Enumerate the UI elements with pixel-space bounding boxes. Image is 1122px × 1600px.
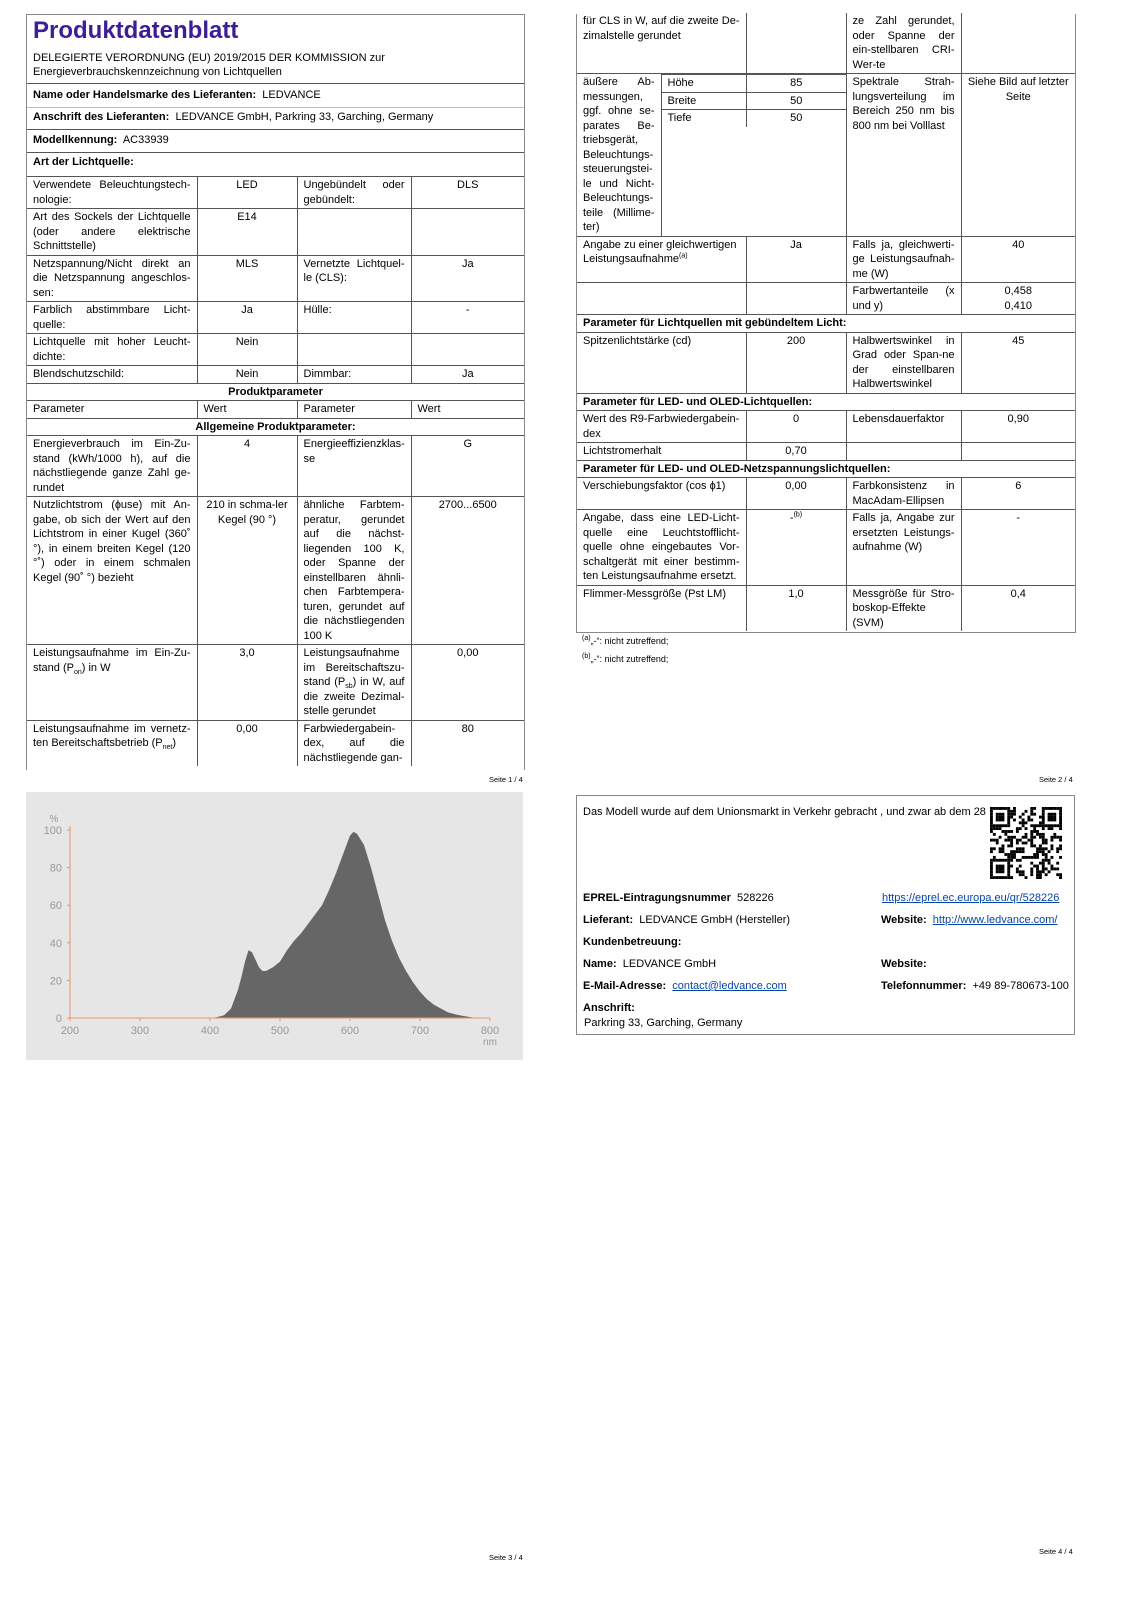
table-row: für CLS in W, auf die zweite De-zimalstelle gerundet ze Zahl gerundet, oder Spanne der ein-stellbaren CRI-Wer-te xyxy=(577,13,1075,74)
table-row: Parameter für LED- und OLED-Netzspannungslichtquellen: xyxy=(577,460,1075,478)
table-row: Lichtquelle mit hoher Leucht-dichte: Nein xyxy=(27,334,524,366)
x-tick-label: 600 xyxy=(340,1025,360,1037)
table-row: Tiefe 50 xyxy=(662,110,846,127)
model-line: Modellkennung: AC33939 xyxy=(33,134,169,146)
table-row: Farblich abstimmbare Licht-quelle: Ja Hülle: - xyxy=(27,302,524,334)
parameter-table-continued xyxy=(577,13,1075,631)
x-tick-label: 400 xyxy=(200,1025,220,1037)
table-row: Art des Sockels der Lichtquelle (oder andere elektrische Schnittstelle) E14 xyxy=(27,209,524,256)
table-row: Allgemeine Produktparameter: xyxy=(27,418,524,436)
x-tick-label: 300 xyxy=(130,1025,150,1037)
page-2 xyxy=(576,14,1076,633)
table-row: Leistungsaufnahme im vernetz-ten Bereitschaftsbetrieb $(P_{net})$ 0,00 Farbwiedergabein-dex, auf die nächstliegende gan- 80 xyxy=(27,720,524,766)
x-tick-label: 500 xyxy=(270,1025,290,1037)
x-axis-label: nm xyxy=(483,1037,497,1048)
y-axis-label: % xyxy=(49,814,59,825)
page-number: Seite 2 / 4 xyxy=(1039,775,1073,784)
page-title: Produktdatenblatt xyxy=(33,17,239,44)
light-source-table xyxy=(27,176,524,766)
table-row: Netzspannung/Nicht direkt an die Netzspannung angeschlos-sen: MLS Vernetzte Lichtquel-le (CLS): Ja xyxy=(27,255,524,302)
customer-service-heading: Kundenbetreuung: xyxy=(583,936,682,948)
dimensions-table xyxy=(662,74,846,127)
x-tick-label: 200 xyxy=(60,1025,80,1037)
type-heading: Art der Lichtquelle: xyxy=(33,156,134,168)
x-tick-label: 800 xyxy=(480,1025,500,1037)
website-label-2: Website: xyxy=(881,958,927,970)
table-row: Parameter für Lichtquellen mit gebündeltem Licht: xyxy=(577,315,1075,333)
footnote-b: $^{(b)}$„-“: nicht zutreffend; xyxy=(582,653,669,664)
address-label: Anschrift: xyxy=(583,1002,635,1014)
y-tick-label: 60 xyxy=(49,900,62,913)
page-1 xyxy=(26,14,525,770)
table-row: Breite 50 xyxy=(662,92,846,110)
table-row: Produktparameter xyxy=(27,383,524,401)
table-row: Verschiebungsfaktor (cos ɸ1) 0,00 Farbkonsistenz in MacAdam-Ellipsen 6 xyxy=(577,478,1075,510)
supplier-line: Lieferant: LEDVANCE GmbH (Hersteller) xyxy=(583,914,791,926)
address-line: Anschrift des Lieferanten: LEDVANCE GmbH, Parkring 33, Garching, Germany xyxy=(33,111,434,123)
name-line: Name: LEDVANCE GmbH xyxy=(583,958,717,970)
table-row: äußere Ab-messungen, ggf. ohne se-parates Be-triebsgerät, Beleuchtungs-steuerungstei-le und Nicht-Beleuchtungs-teile (Millime-ter) Höhe 85 Breite 50 Tiefe 50 Spektrale Strah-lungsverteilung im Bereich 250 nm bis 800 nm bei Volllast Siehe Bild auf letzter Seite xyxy=(577,74,1075,237)
table-row: Blendschutzschild: Nein Dimmbar: Ja xyxy=(27,366,524,384)
eprel-link[interactable]: https://eprel.ec.europa.eu/qr/528226 xyxy=(882,892,1060,904)
table-row: Angabe zu einer gleichwertigen Leistungsaufnahme$^{(a)}$ Ja Falls ja, gleichwerti-ge Leistungsaufnah-me (W) 40 xyxy=(577,236,1075,283)
y-tick-label: 100 xyxy=(43,825,62,837)
spectrum-svg xyxy=(26,792,523,1060)
spectrum-chart xyxy=(26,792,523,1060)
email-line: E-Mail-Adresse: contact@ledvance.com xyxy=(583,980,787,992)
footnote-a: $^{(a)}$„-“: nicht zutreffend; xyxy=(582,635,669,646)
x-tick-label: 700 xyxy=(410,1025,430,1037)
y-tick-label: 80 xyxy=(49,862,62,875)
website-link[interactable]: http://www.ledvance.com/ xyxy=(932,914,1058,926)
table-row: Leistungsaufnahme im Ein-Zu-stand $(P_{on})$ in W 3,0 Leistungsaufnahme im Bereitschaftszu-stand $(P_{sb})$ in W, auf die zweite Dezimal-stelle gerundet 0,00 xyxy=(27,645,524,721)
y-tick-label: 40 xyxy=(49,937,62,950)
qr-code-icon xyxy=(990,807,1062,879)
table-header-row: Parameter Wert Parameter Wert xyxy=(27,401,524,419)
table-row: Lichtstromerhalt 0,70 xyxy=(577,443,1075,461)
table-row: Wert des R9-Farbwiedergabein-dex 0 Lebensdauerfaktor 0,90 xyxy=(577,411,1075,443)
website-line: Website: http://www.ledvance.com/ xyxy=(881,914,1058,926)
table-row: Verwendete Beleuchtungstech-nologie: LED Ungebündelt oder gebündelt: DLS xyxy=(27,177,524,209)
supplier-line: Name oder Handelsmarke des Lieferanten: LEDVANCE xyxy=(33,89,321,101)
table-row: Parameter für LED- und OLED-Lichtquellen: xyxy=(577,393,1075,411)
y-tick-label: 20 xyxy=(49,975,62,988)
page-number: Seite 3 / 4 xyxy=(489,1553,523,1562)
address-value: Parkring 33, Garching, Germany xyxy=(584,1017,743,1029)
regulation-text: DELEGIERTE VERORDNUNG (EU) 2019/2015 DER KOMMISSION zur Energieverbrauchskennzeichnung von Lichtquellen xyxy=(33,52,385,78)
phone-line: Telefonnummer: +49 89-780673-100 xyxy=(881,980,1069,992)
table-row: Farbwertanteile (x und y) 0,458 0,410 xyxy=(577,283,1075,315)
table-row: Nutzlichtstrom (ɸuse) mit An-gabe, ob sich der Wert auf den Lichtstrom in einer Kugel (360˚ °), in einem breiten Kegel (120 °˚) oder in einem schmalen Kegel (90˚ °) bezieht 210 in schma-ler Kegel (90 °) ähnliche Farbtem-peratur, gerundet auf die nächst-liegenden 100 K, oder Spanne der einstellbaren ähnli-chen Farbtempera-turen, gerundet auf die nächstliegenden 100 K 2700...6500 xyxy=(27,497,524,645)
email-link[interactable]: contact@ledvance.com xyxy=(672,980,787,992)
eprel-line: EPREL-Eintragungsnummer 528226 xyxy=(583,892,774,904)
page-number: Seite 1 / 4 xyxy=(489,775,523,784)
page-4 xyxy=(576,795,1075,1035)
table-row: Flimmer-Messgröße (Pst LM) 1,0 Messgröße für Stro-boskop-Effekte (SVM) 0,4 xyxy=(577,585,1075,631)
page-number: Seite 4 / 4 xyxy=(1039,1547,1073,1556)
y-tick-label: 0 xyxy=(55,1013,62,1025)
table-row: Energieverbrauch im Ein-Zu-stand (kWh/1000 h), auf die nächstliegende ganze Zahl ge-rundet 4 Energieeffizienzklas-se G xyxy=(27,436,524,497)
chart-background xyxy=(26,792,523,1060)
market-date: Das Modell wurde auf dem Unionsmarkt in Verkehr gebracht , und zwar ab dem 28 xyxy=(583,806,986,818)
table-row: Höhe 85 xyxy=(662,75,846,93)
table-row: Angabe, dass eine LED-Licht-quelle eine Leuchtstofflicht-quelle ohne eingebautes Vor-schaltgerät mit einer bestimm-ten Leistungsaufnahme ersetzt. -$^{(b)}$ Falls ja, Angabe zur ersetzten Leistungs-aufnahme (W) - xyxy=(577,510,1075,586)
table-row: Spitzenlichtstärke (cd) 200 Halbwertswinkel in Grad oder Span-ne der einstellbaren Halbwertswinkel 45 xyxy=(577,332,1075,393)
